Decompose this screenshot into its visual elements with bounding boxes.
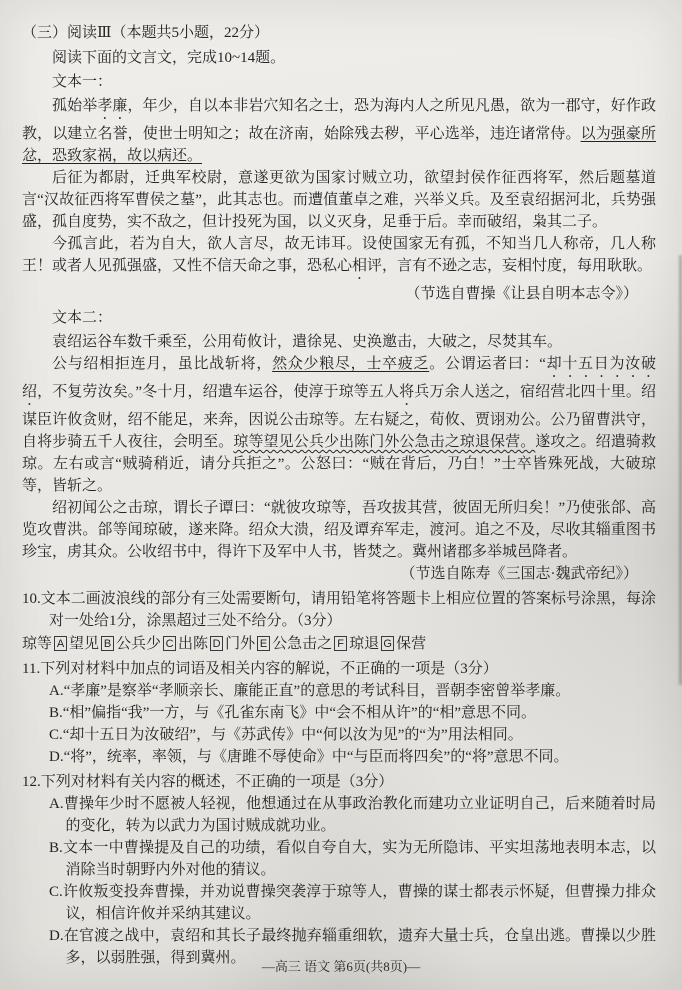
dotted-term-jiang: 将 (399, 384, 415, 400)
text-one-paragraph-2: 后征为都尉，迁典军校尉，意遂更欲为国家讨贼立功，欲望封侯作征西将军，然后题墓道言“汉故征西将军曹侯之墓”，此其志也。而遭值董卓之难，兴举义兵。及至袁绍据河北，兵势强盛，孤自度势，实不敌之，但计投死为国，以义灭身，足垂于后。幸而破绍，枭其二子。 (22, 170, 656, 230)
wavy-underlined-sentence: 琼等望见公兵少出陈门外公急击之琼退保营。 (233, 434, 536, 450)
question-11-stem (22, 658, 656, 680)
text-one-paragraph-3 (22, 233, 656, 283)
question-11-option-b: B.“相”偏指“我”一方，与《孔雀东南飞》中“会不相从许”的“相”意思不同。 (49, 705, 537, 721)
text-segment: 门外 (225, 636, 256, 652)
section-heading: （三）阅读Ⅲ（本题共5小题，22分） (22, 25, 269, 41)
text-segment: 公兵少 (116, 636, 162, 652)
text-segment: 遂攻之。绍遣骑救琼。左右或言“贼骑稍近，请分兵拒之”。公怒曰：“贼在背后，乃白！”士卒皆殊死战，大破琼等，皆斩之。 (22, 434, 656, 494)
answer-marker-c: C (163, 636, 176, 651)
question-number: 10. (22, 591, 41, 607)
text-segment: 兵万余人送之，宿绍营北四十里。绍谋臣许攸贪财，绍不能足，来奔，因说公击琼等。左右疑之，荀攸、贾诩劝公。公乃留曹洪守，自将步骑五千人夜往，会明至。 (22, 384, 656, 450)
dotted-phrase-que: 却十五日为汝破绍 (22, 356, 656, 400)
question-12-option-a: A.曹操年少时不愿被人轻视，他想通过在从事政治教化而建功立业证明自己，后来随着时局的变化，转为以武力为国讨贼成就功业。 (49, 796, 656, 834)
text-segment: 出陈 (178, 636, 209, 652)
text-two-paragraph-2 (22, 353, 656, 497)
question-text: 下列对材料中加点的词语及相关内容的解说，不正确的一项是（3分） (40, 661, 498, 677)
segmentation-sentence (22, 633, 656, 655)
text-segment: 琼退 (349, 636, 380, 652)
answer-marker-e: E (257, 636, 270, 651)
text-one-paragraph-1 (22, 95, 656, 167)
dotted-term-xiaolian: 孝廉 (97, 98, 128, 114)
question-10 (22, 588, 656, 655)
page-footer: —高三 语文 第6页(共8页)— (261, 959, 421, 974)
answer-marker-g: G (381, 636, 394, 651)
question-12-stem (22, 771, 656, 793)
question-12-option-c: C.许攸叛变投奔曹操，并劝说曹操突袭淳于琼等人，曹操的谋士都表示怀疑，但曹操力排众议，相信许攸并采纳其建议。 (49, 884, 656, 922)
question-text: 下列对材料有关内容的概述，不正确的一项是（3分） (40, 774, 394, 790)
question-11-option-d: D.“将”，统率，率领，与《唐雎不辱使命》中“与臣而将四矣”的“将”意思不同。 (49, 749, 569, 765)
text-segment: ，不复劳汝矣。”冬十月，绍遣车运谷，使淳于琼等五人 (37, 384, 400, 400)
text-two-source: （节选自陈寿《三国志·魏武帝纪》） (400, 566, 638, 582)
text-segment: 公与绍相拒连月，虽比战斩将， (52, 356, 273, 372)
dotted-term-xiang: 相 (352, 258, 368, 274)
answer-marker-b: B (101, 636, 114, 651)
text-two-heading: 文本二： (52, 310, 113, 326)
text-segment: 琼等 (22, 636, 53, 652)
question-12-option-d: D.在官渡之战中，袁绍和其长子最终抛弃辎重细软，遗弃大量士兵，仓皇出逃。曹操以少胜多，以弱胜强，得到冀州。 (49, 928, 656, 966)
text-one-heading: 文本一： (52, 74, 113, 90)
text-segment: 公急击之 (272, 636, 333, 652)
text-segment: 评，言有不逊之志，妄相忖度，每用耿耿。 (367, 258, 653, 274)
answer-marker-a: A (54, 636, 67, 651)
text-one-source: （节选自曹操《让县自明本志令》） (405, 286, 638, 302)
underlined-sentence-text2: 然众少粮尽，士卒疲乏 (272, 356, 430, 372)
question-11 (22, 658, 656, 768)
reading-instructions: 阅读下面的文言文，完成10~14题。 (52, 50, 286, 66)
text-segment: 。公谓运者曰：“ (429, 356, 546, 372)
answer-marker-d: D (210, 636, 223, 651)
text-segment: 孤始举 (52, 98, 98, 114)
question-12 (22, 771, 656, 969)
answer-marker-f: F (334, 636, 347, 651)
question-text: 文本二画波浪线的部分有三处需要断句，请用铅笔将答题卡上相应位置的答案标号涂黑，每涂对一处给1分，涂黑超过三处不给分。（3分） (40, 591, 656, 629)
text-segment: ，年少，自以本非岩穴知名之士，恐为海内人之所见凡愚，欲为一郡守，好作政教，以建立名誉，使世士明知之；故在济南，始除残去秽，平心选举，违迕诸常侍。 (22, 98, 656, 142)
question-10-stem (22, 588, 656, 632)
text-segment: 望见 (69, 636, 100, 652)
question-number: 11. (22, 661, 41, 677)
question-11-option-c: C.“却十五日为汝破绍”，与《苏武传》中“何以汝为见”的“为”用法相同。 (49, 727, 523, 743)
text-two-paragraph-1: 袁绍运谷车数千乘至，公用荀攸计，遣徐晃、史涣邀击，大破之，尽焚其车。 (52, 334, 563, 350)
text-two-paragraph-3: 绍初闻公之击琼，谓长子谭曰：“就彼攻琼等，吾攻拔其营，彼固无所归矣！”乃使张郃、高览攻曹洪。郃等闻琼破，遂来降。绍众大溃，绍及谭弃军走，渡河。追之不及，尽收其辎重图书珍宝，虏其众。公收绍书中，得许下及军中人书，皆焚之。冀州诸郡多举城邑降者。 (22, 500, 656, 560)
underlined-sentence-text1: 以为强豪所忿，恐致家祸，故以病还。 (22, 126, 656, 164)
question-number: 12. (22, 774, 41, 790)
text-segment: 保营 (396, 636, 427, 652)
text-segment: 今孤言此，若为自大，欲人言尽，故无讳耳。设使国家无有孤，不知当几人称帝，几人称王！或者人见孤强盛，又性不信天命之事，恐私心 (22, 236, 656, 274)
question-12-option-b: B.文本一中曹操提及自己的功绩，看似自夸自大，实为无所隐讳、平实坦荡地表明本志，以消除当时朝野内外对他的猜议。 (49, 840, 656, 878)
question-11-option-a: A.“孝廉”是察举“孝顺亲长、廉能正直”的意思的考试科目，晋朝李密曾举孝廉。 (49, 683, 571, 699)
